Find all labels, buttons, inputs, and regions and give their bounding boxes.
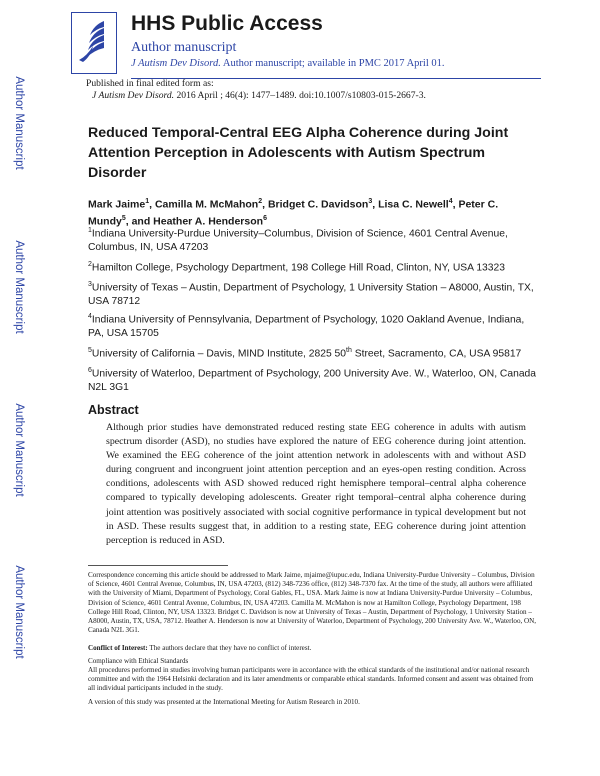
- hhs-header: [71, 12, 541, 76]
- author-name: Heather A. Henderson: [153, 215, 264, 227]
- citation-journal: J Autism Dev Disord.: [92, 90, 175, 101]
- article-title: Reduced Temporal-Central EEG Alpha Coherence during Joint Attention Perception in Adolescents with Autism Spectrum Disorder: [88, 125, 509, 181]
- side-label-4: Author Manuscript: [13, 565, 25, 659]
- side-label-1: Author Manuscript: [13, 76, 25, 170]
- side-label-3: Author Manuscript: [13, 403, 25, 497]
- availability-line: [131, 58, 445, 69]
- abstract-heading: Abstract: [88, 403, 139, 417]
- author-name: Mark Jaime: [88, 198, 146, 211]
- affiliation-4: $^4$Indiana University of Pennsylvania, Department of Psychology, 1020 Oakland Avenue, Indiana, PA, USA 15705: [88, 313, 525, 340]
- compliance-text: All procedures performed in studies involving human participants were in accordance with the ethical standards of the institutional and/or national research committee and with the 1964 Helsinki declaration and its later amendments or comparable ethical standards. Informed consent and assent was obtained from all individual participants included in the study.: [88, 666, 534, 693]
- footnote-divider: [88, 565, 228, 566]
- compliance-heading: Compliance with Ethical Standards: [88, 657, 189, 665]
- author-name: Lisa C. Newell: [378, 198, 449, 211]
- author-manuscript-subtitle: Author manuscript: [131, 40, 237, 55]
- hhs-title: HHS Public Access: [131, 12, 323, 35]
- affiliation-1: $^1$Indiana University-Purdue University–Columbus, Division of Science, 4601 Central Avenue, Columbus, IN, USA 47203: [88, 227, 508, 254]
- abstract-text: Although prior studies have demonstrated reduced resting state EEG coherence in adults with autism spectrum disorder (ASD), no studies have explored the nature of EEG coherence during joint attention. We examined the EEG coherence of the joint attention network in adolescents with and without ASD during congruent and incongruent joint attention perception and an eyes-open resting condition. Across conditions, adolescents with ASD showed reduced right hemisphere temporal–central alpha coherence compared to typically developing adolescents. Greater right temporal–central alpha coherence during joint attention was positively associated with social cognitive performance in typical development but not in ASD. These results suggest that, in addition to a resting state, EEG coherence during joint attention perception is reduced in ASD.: [106, 422, 526, 546]
- author-name: Camilla M. McMahon: [154, 198, 259, 211]
- side-label-2: Author Manuscript: [13, 240, 25, 334]
- affiliation-6: $^6$University of Waterloo, Department of Psychology, 200 University Ave. W., Waterloo, ON, Canada N2L 3G1: [88, 367, 536, 394]
- citation-line: [86, 90, 426, 102]
- header-journal[interactable]: J Autism Dev Disord.: [131, 58, 221, 69]
- author-list: Mark Jaime$^1$, Camilla M. McMahon$^2$, Bridget C. Davidson$^3$, Lisa C. Newell$^4$, Peter C. Mundy$^5$, and Heather A. Henderson$^6$: [88, 198, 499, 227]
- published-label: Published in final edited form as:: [86, 78, 214, 89]
- author-name: Bridget C. Davidson: [267, 198, 369, 211]
- presentation-note: A version of this study was presented at the International Meeting for Autism Research in 2010.: [88, 698, 360, 706]
- affiliation-3: $^3$University of Texas – Austin, Department of Psychology, 1 University Station – A8000, Austin, TX, USA 78712: [88, 281, 534, 308]
- availability-text: Author manuscript; available in PMC 2017 April 01.: [222, 58, 445, 69]
- affiliation-5: $^5$University of California – Davis, MIND Institute, 2825 50th Street, Sacramento, CA, USA 95817: [88, 347, 522, 360]
- author-name: Peter C. Mundy: [88, 198, 499, 227]
- hhs-eagle-logo-icon: [71, 12, 117, 74]
- conflict-note: Conflict of Interest: The authors declare that they have no conflict of interest.: [88, 644, 312, 652]
- correspondence-note: Correspondence concerning this article should be addressed to Mark Jaime, mjaime@iupuc.edu, Indiana University-Purdue University – Columbus, Division of Science, 4601 Central Avenue, Columbus, IN, USA 47203, (812) 348-7236 office, (812) 348-7370 fax. At the time of the study, all authors were affiliated with the University of Miami, Department of Psychology, Coral Gables, FL, USA. Mark Jaime is now at Indiana University-Purdue University – Columbus, Division of Science, 4601 Central Avenue, Columbus, IN, USA 47203. Camilla M. McMahon is now at Hamilton College, Psychology Department, 198 College Hill Road, Clinton, NY, USA 13323. Bridget C. Davidson is now at University of Texas – Austin, Department of Psychology, 1 University Station – A8000, Austin, TX, USA, 78712. Heather A. Henderson is now at University of Waterloo, Department of Psychology, 200 University Ave. W., Waterloo, ON, Canada N2L 3G1.: [88, 571, 537, 635]
- citation-text: 2016 April ; 46(4): 1477–1489. doi:10.1007/s10803-015-2667-3.: [176, 90, 426, 101]
- affiliation-2: $^2$Hamilton College, Psychology Department, 198 College Hill Road, Clinton, NY, USA 13323: [88, 261, 505, 274]
- publication-info: [86, 78, 426, 102]
